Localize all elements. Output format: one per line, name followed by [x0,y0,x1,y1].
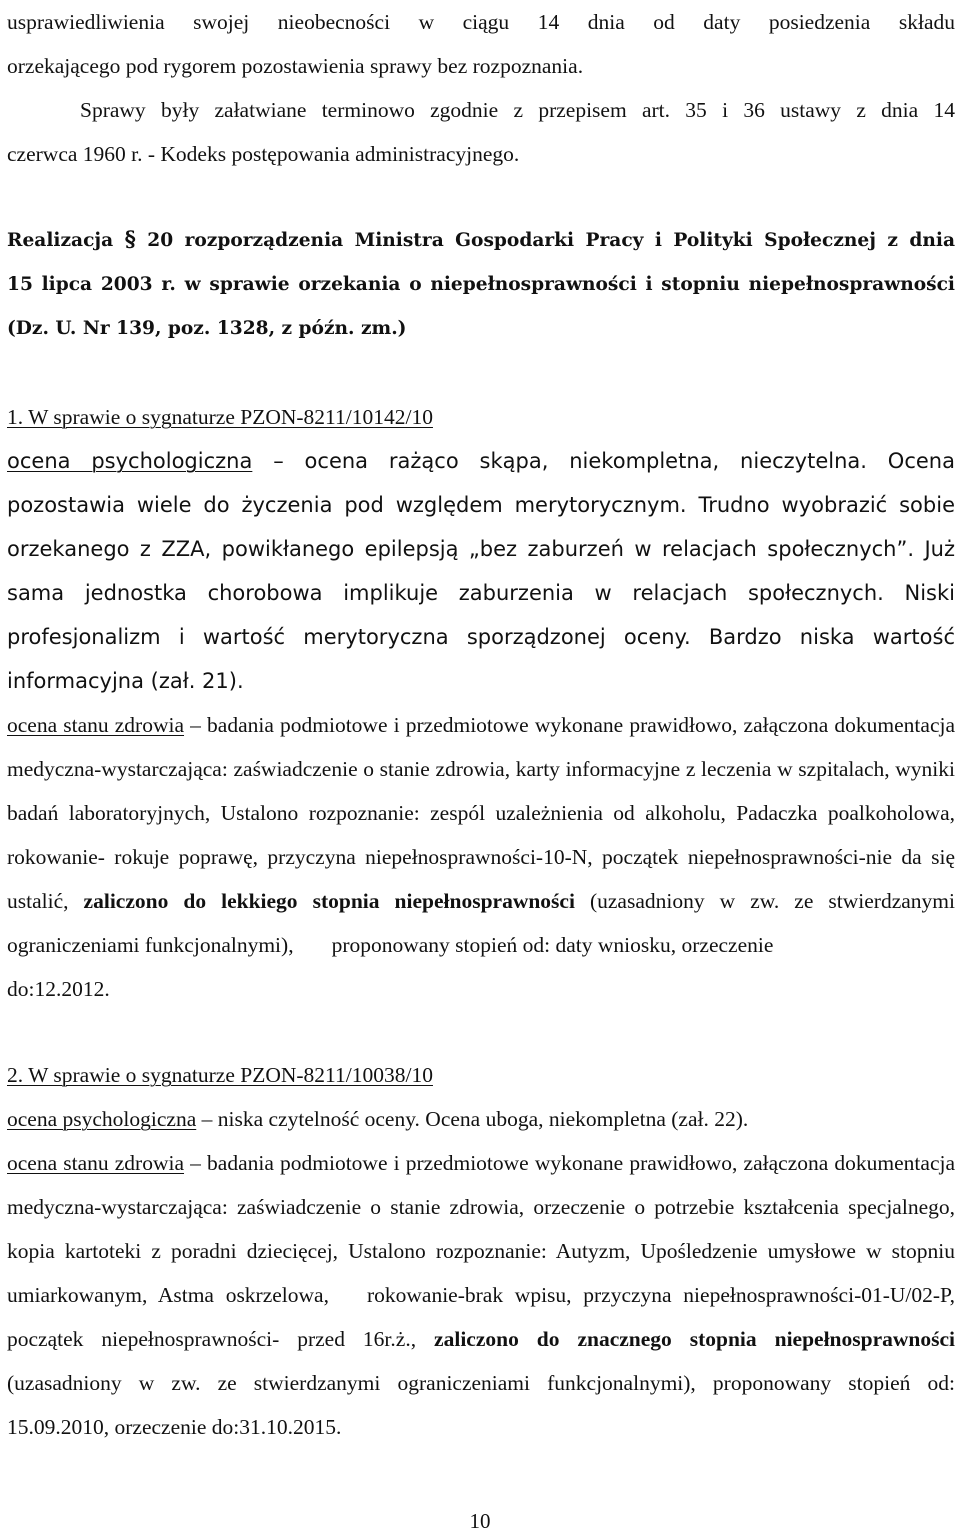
heading-word: Realizacja [7,230,114,251]
section-symbol: § [124,227,136,252]
health-text: – badania podmiotowe i przedmiotowe wykonane prawidłowo, załączona dokumentacja medyczna-wystarczająca: zaświadczenie o stanie zdrowia, orzeczenie o potrzebie kształcenia specjalnego, kopia kartoteki z poradni dziecięcej, Ustalono rozpoznanie: Autyzm, Upośledzenie umysłowe w stopniu umiarkowanym, Astma oskrzelowa, [7,1151,955,1307]
section-heading [7,218,955,263]
health-text-2: rokowanie-brak wpisu, przyczyna niepełnosprawności-01-U/02-P, początek niepełnosprawności- przed 16r.ż., [7,1283,956,1351]
conclusion-text: (uzasadniony w zw. ze stwierdzanymi ograniczeniami funkcjonalnymi), [7,889,955,957]
case-paragraph [7,703,955,967]
health-text: – badania podmiotowe i przedmiotowe wykonane prawidłowo, załączona dokumentacja medyczna-wystarczająca: zaświadczenie o stanie zdrowia, karty informacyjne z leczenia w szpitalach, wyniki badań laboratoryjnych, Ustalono rozpoznanie: zespól uzależnienia od alkoholu, Padaczka poalkoholowa, rokowanie- rokuje poprawę, przyczyna niepełnosprawności-10-N, początek niepełnosprawności-nie da się ustalić, [7,713,955,913]
paragraph-line: czerwca 1960 r. - Kodeks postępowania administracyjnego. [7,142,520,166]
section-heading: (Dz. U. Nr 139, poz. 1328, z późn. zm.) [7,318,407,339]
section-heading: 15 lipca 2003 r. w sprawie orzekania o niepełnosprawności i stopniu niepełnosprawności [7,274,955,295]
psych-text: – ocena rażąco skąpa, niekompletna, nieczytelna. Ocena pozostawia wiele do życzenia pod względem merytorycznym. Trudno wyobrazić sobie orzekanego z ZZA, powikłanego epilepsją „bez zaburzeń w relacjach społecznych”. Już sama jednostka chorobowa implikuje zaburzenia w relacjach społecznych. Niski profesjonalizm i wartość merytoryczna sporządzonej oceny. Bardzo niska wartość informacyjna (zał. 21). [7,449,955,693]
psych-label: ocena psychologiczna [7,1107,197,1131]
document-page [7,0,955,1449]
psych-label: ocena psychologiczna [7,449,253,473]
conclusion-text: (uzasadniony w zw. ze stwierdzanymi ograniczeniami funkcjonalnymi), proponowany stopień od: 15.09.2010, orzeczenie do:31.10.2015. [7,1371,955,1439]
psych-text: – niska czytelność oceny. Ocena uboga, niekompletna (zał. 22). [201,1107,749,1131]
case-paragraph [7,439,955,703]
spacer [7,1011,955,1053]
case-title: 2. W sprawie o sygnaturze PZON-8211/10038/10 [7,1063,433,1087]
page-number: 10 [469,1509,491,1533]
conclusion-text-2: proponowany stopień od: daty wniosku, orzeczenie [331,933,774,957]
spacer [7,351,955,395]
paragraph-line: usprawiedliwienia swojej nieobecności w ciągu 14 dnia od daty posiedzenia składu [7,10,955,34]
paragraph-line: do:12.2012. [7,977,110,1001]
case-paragraph [7,1141,955,1449]
bold-conclusion: zaliczono do lekkiego stopnia niepełnosprawności [83,889,575,913]
case-paragraph [7,1097,955,1141]
health-label: ocena stanu zdrowia [7,1151,185,1175]
health-label: ocena stanu zdrowia [7,713,185,737]
heading-text: 20 rozporządzenia Ministra Gospodarki Pracy i Polityki Społecznej z dnia [147,230,955,251]
spacer [7,176,955,218]
case-title: 1. W sprawie o sygnaturze PZON-8211/10142/10 [7,405,433,429]
paragraph-line: orzekającego pod rygorem pozostawienia sprawy bez rozpoznania. [7,54,584,78]
paragraph-line: Sprawy były załatwiane terminowo zgodnie z przepisem art. 35 i 36 ustawy z dnia 14 [80,98,955,122]
bold-conclusion: zaliczono do znacznego stopnia niepełnosprawności [434,1327,956,1351]
